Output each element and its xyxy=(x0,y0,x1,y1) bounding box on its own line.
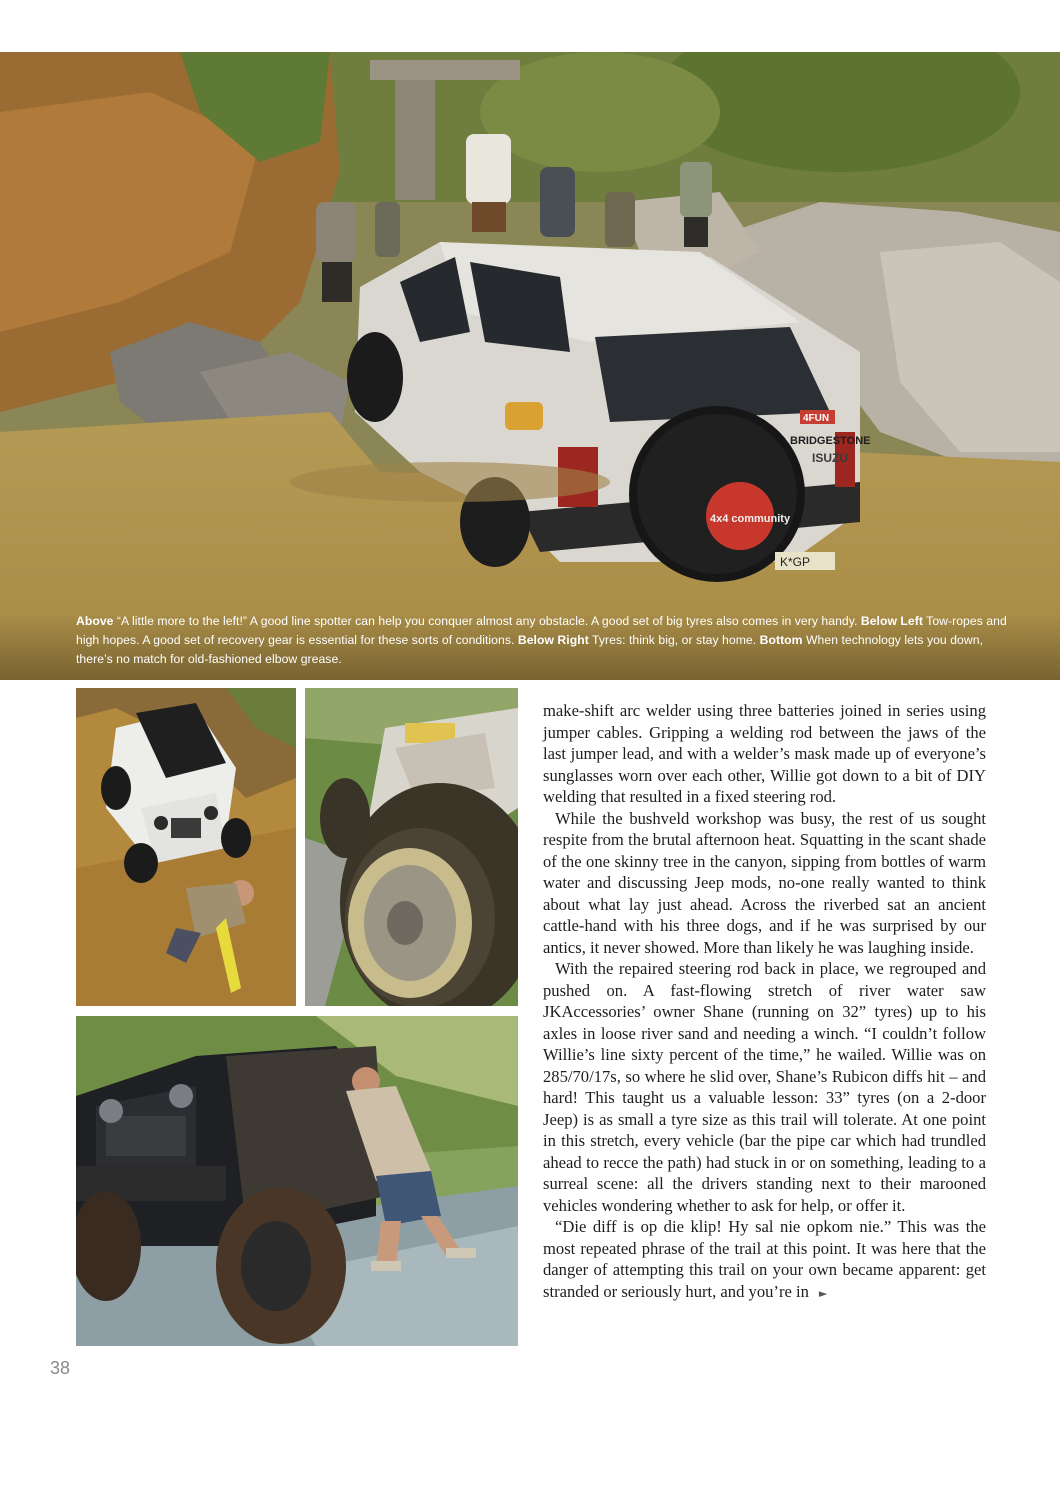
below-right-photo-big-tyre xyxy=(305,688,518,1006)
caption-below-right-label: Below Right xyxy=(517,633,589,647)
photo-captions xyxy=(76,612,1016,669)
below-left-illustration xyxy=(76,688,296,1006)
number-plate: K*GP xyxy=(780,555,811,569)
caption-above-label: Above xyxy=(76,614,114,628)
body-paragraph: make-shift arc welder using three batteries joined in series using jumper cables. Gripping a welding rod between the jaws of the last jumper lead, and with a welder’s mask made up of everyone’s sunglasses worn over each other, Willie got down to a bit of DIY welding that resulted in a fixed steering rod. xyxy=(543,701,986,806)
article-body xyxy=(543,700,986,1304)
caption-below-left-text: Tow-ropes and high hopes. A good set of recovery gear is essential for these sorts of conditions. xyxy=(76,614,1007,647)
spare-tyre-logo: 4x4 community xyxy=(710,513,791,525)
bridgestone-sticker: BRIDGESTONE xyxy=(790,435,871,447)
hero-photo-illustration xyxy=(0,52,1060,680)
body-paragraph: While the bushveld workshop was busy, the rest of us sought respite from the brutal afternoon heat. Squatting in the scant shade of the one skinny tree in the canyon, sipping from bottles of warm water and discussing Jeep mods, no-one really wanted to think about what lay just ahead. Across the riverbed sat an ancient cattle-hand with his three dogs, and if he was surprised by our antics, it never showed. More than likely he was laughing inside. xyxy=(543,808,986,957)
caption-bottom-label: Bottom xyxy=(759,633,803,647)
caption-above-text: “A little more to the left!” A good line spotter can help you conquer almost any obstacle. A good set of big tyres also comes in very handy. xyxy=(113,614,861,628)
bottom-photo-illustration xyxy=(76,1016,518,1346)
continue-arrow-icon: ► xyxy=(818,1286,828,1300)
bottom-photo-elbow-grease xyxy=(76,1016,518,1346)
hero-photo-isuzu-in-river xyxy=(0,52,1060,680)
caption-below-right-text: Tyres: think big, or stay home. xyxy=(588,633,760,647)
below-right-illustration xyxy=(305,688,518,1006)
below-left-photo-jeep-tow-rope xyxy=(76,688,296,1006)
body-paragraph-last xyxy=(543,1216,986,1304)
fun-sticker-text: 4FUN xyxy=(803,413,830,424)
body-paragraph-text: “Die diff is op die klip! Hy sal nie opkom nie.” This was the most repeated phrase of the trail at this point. It was here that the danger of attempting this trail on your own became apparent: get stranded or seriously hurt, and you’re in xyxy=(543,1217,986,1301)
page-number: 38 xyxy=(50,1358,71,1378)
body-paragraph: With the repaired steering rod back in place, we regrouped and pushed on. A fast-flowing stretch of river water saw JKAccessories’ owner Shane (running on 32” tyres) up to his axles in loose river sand and needing a winch. “I couldn’t follow Willie’s line sixty percent of the time,” he wailed. Willie was on 285/70/17s, so where he slid over, Shane’s Rubicon diffs hit – and hard! This taught us a valuable lesson: 33” tyres (on a 2-door Jeep) is as small a tyre size as this trail will tolerate. At one point in this stretch, every vehicle (bar the pipe car which had trundled ahead to recce the path) had stuck in or on something, leading to a surreal scene: all the drivers standing next to their marooned vehicles wondering whether to ask for help, or offer it. xyxy=(543,959,986,1215)
caption-below-left-label: Below Left xyxy=(860,614,923,628)
caption-bottom-text: When technology lets you down, there’s no match for old-fashioned elbow grease. xyxy=(76,633,983,666)
isuzu-badge: ISUZU xyxy=(812,451,848,465)
